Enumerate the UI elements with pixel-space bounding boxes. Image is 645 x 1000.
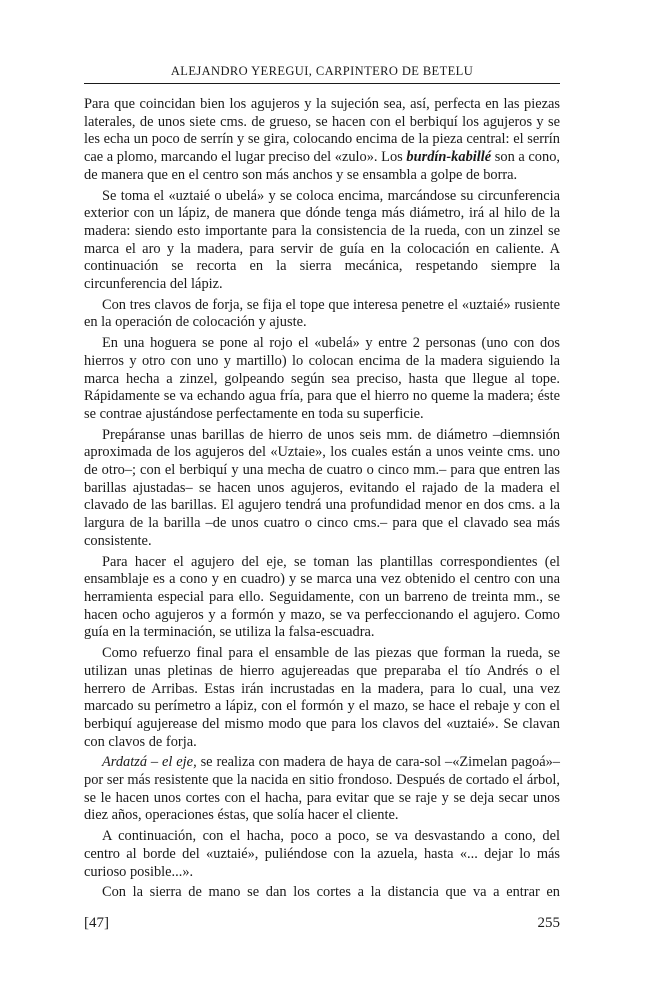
paragraph-8: Ardatzá – el eje, se realiza con madera de haya de cara-sol –«Zimelan pagoá»– por ser más resistente que la nacida en sitio frondoso. Después de cortado el árbol, se le hacen unos cortes con el hacha, para evitar que se raje y se deja secar unos diez años, operaciones éstas, que solía hacer el cliente. xyxy=(84,754,560,824)
paragraph-4: En una hoguera se pone al rojo el «ubelá» y entre 2 personas (uno con dos hierros y otro con uno y martillo) lo colocan encima de la madera siguiendo la marca hecha a zinzel, golpeando según sea preciso, hasta que llegue al tope. Rápidamente se va echando agua fría, para que el hierro no queme la madera; éste se contrae ajustándose perfectamente en toda su superficie. xyxy=(84,335,560,422)
paragraph-1: Para que coincidan bien los agujeros y la sujeción sea, así, perfecta en las piezas laterales, de unos siete cms. de grueso, se hacen con el berbiquí los agujeros y se les echa un poco de serrín y se gira, colocando encima de la pieza central: el serrín cae a plomo, marcando el lugar preciso del «zulo». Los burdín-kabillé son a cono, de manera que en el centro son más anchos y se ensambla a golpe de borra. xyxy=(84,96,560,183)
header-rule xyxy=(84,83,560,84)
term-ardatza: Ardatzá – el eje, xyxy=(102,754,197,771)
paragraph-9: A continuación, con el hacha, poco a poco, se va desvastando a cono, del centro al borde del «uztaié», puliéndose con la azuela, hasta «... dejar lo más curioso posible...». xyxy=(84,828,560,880)
running-head: ALEJANDRO YEREGUI, CARPINTERO DE BETELU xyxy=(170,64,474,78)
paragraph-10: Con la sierra de mano se dan los cortes a la distancia que va a entrar en xyxy=(102,884,560,901)
paragraph-6: Para hacer el agujero del eje, se toman las plantillas correspondientes (el ensamblaje es a cono y en cuadro) y se marca una vez obtenido el centro con una herramienta especial para ello. Seguidamente, con un barreno de treinta mm., se hacen ocho agujeros y a formón y mazo, se va perfeccionando el agujero. Como guía en la terminación, se utiliza la falsa-escuadra. xyxy=(84,553,560,641)
body-text xyxy=(84,96,560,905)
paragraph-2: Se toma el «uztaié o ubelá» y se coloca encima, marcándose su circunferencia exterior con un lápiz, de manera que dónde tenga más diámetro, irá al hilo de la madera: siendo esto importante para la consistencia de la rueda, con un zinzel se marca el aro y la madera, para servir de guía en la colocación en caliente. A continuación se recorta en la sierra mecánica, respetando siempre la circunferencia del lápiz. xyxy=(84,187,560,293)
paragraph-5: Prepáranse unas barillas de hierro de unos seis mm. de diámetro –diemnsión aproximada de los agujeros del «Uztaie», los cuales están a unos veinte cms. uno de otro–; con el berbiquí y una mecha de cuatro o cinco mm.– para que entren las barillas ajustadas– se hacen unos agujeros, evitando el rajado de la madera el clavado de las barillas. El agujero tendrá una profundidad menor en dos cms. a la largura de la barilla –de unos cuatro o cinco cms.– para que el clavado sea más consistente. xyxy=(84,426,560,549)
paragraph-3: Con tres clavos de forja, se fija el tope que interesa penetre el «uztaié» rusiente en la operación de colocación y ajuste. xyxy=(84,296,560,331)
term-burdin-kabille: burdín-kabillé xyxy=(406,149,492,166)
page-reference: [47] xyxy=(84,915,109,931)
page-number: 255 xyxy=(537,915,560,931)
paragraph-7: Como refuerzo final para el ensamble de las piezas que forman la rueda, se utilizan unas pletinas de hierro agujereadas que preparaba el tío Andrés o el herrero de Arribas. Estas irán incrustadas en la madera, para lo cual, una vez marcado su perímetro a lápiz, con el formón y el mazo, se hace el rebaje y con el berbiquí agujerease del mismo modo que para los clavos del «uztaié». Se clavan con clavos de forja. xyxy=(84,645,560,750)
